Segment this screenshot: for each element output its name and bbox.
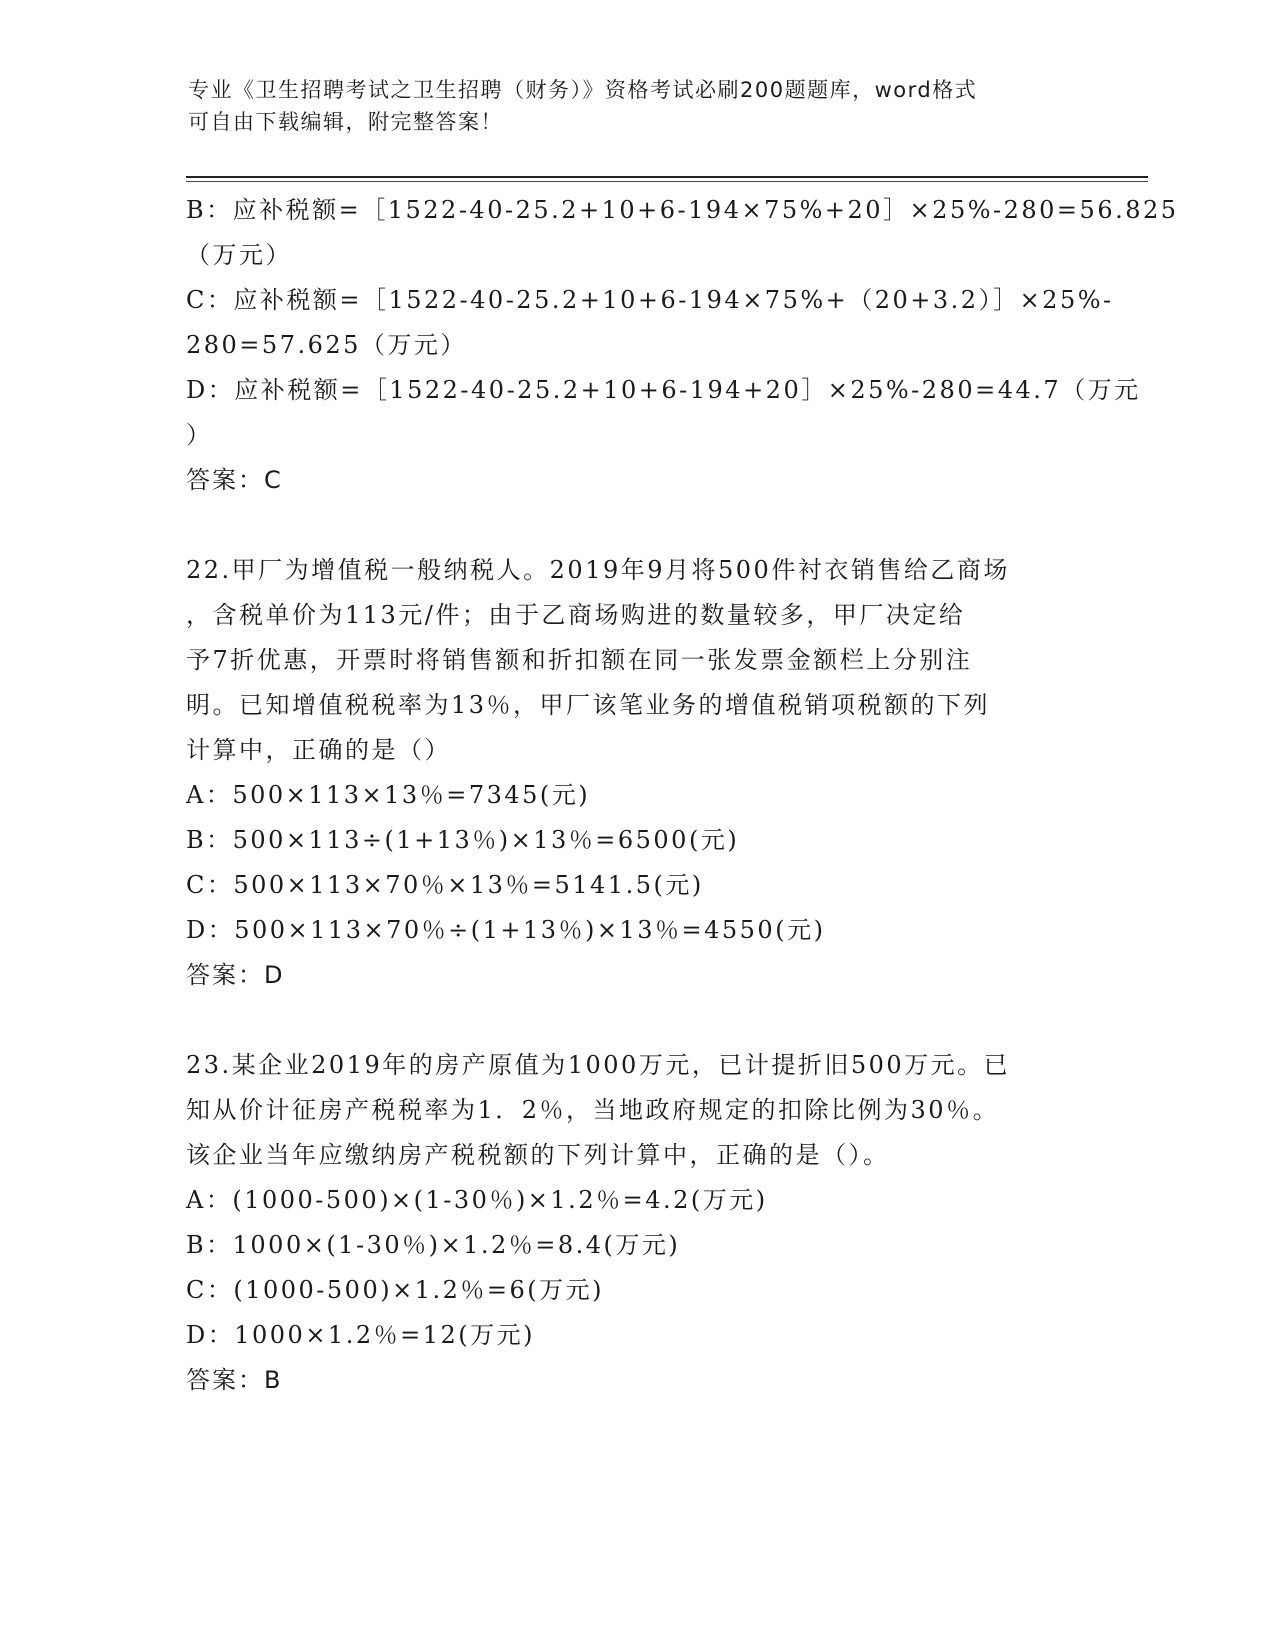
option-a: A：500×113×13％=7345(元) [186,781,591,809]
header-title-line-2: 可自由下载编辑，附完整答案！ [188,110,503,134]
header-divider-thick [186,176,1148,178]
option-line: B：应补税额=［1522-40-25.2+10+6-194×75%+20］×25%-280=56.825 [186,196,1179,224]
option-line: （万元） [186,241,292,269]
question-spacer [186,998,1086,1043]
question-spacer [186,503,1086,548]
question-stem-line: 该企业当年应缴纳房产税税额的下列计算中，正确的是（）。 [186,1141,890,1169]
question-stem-line: 计算中，正确的是（） [186,736,451,764]
question-22 [186,548,1086,998]
question-21-tail [186,188,1179,503]
answer-label: 答案：B [186,1366,283,1394]
option-line: 280=57.625（万元） [186,331,467,359]
option-d: D：500×113×70％÷(1+13％)×13％=4550(元) [186,916,826,944]
answer-label: 答案：D [186,961,285,989]
question-stem-line: 知从价计征房产税税率为1．2％，当地政府规定的扣除比例为30％。 [186,1096,1000,1124]
header-title-line-1: 专业《卫生招聘考试之卫生招聘（财务）》资格考试必刷200题题库，word格式 [188,78,978,102]
option-line: D：应补税额=［1522-40-25.2+10+6-194+20］×25%-280=44.7（万元 [186,376,1141,404]
option-b: B：1000×(1-30％)×1.2％=8.4(万元) [186,1231,681,1259]
question-content [186,188,1179,1403]
option-d: D：1000×1.2％=12(万元) [186,1321,535,1349]
header-divider-thin [186,181,1148,182]
document-header [188,74,1068,138]
option-c: C：500×113×70％×13％=5141.5(元) [186,871,704,899]
question-stem-line: 22.甲厂为增值税一般纳税人。2019年9月将500件衬衣销售给乙商场 [186,556,1010,584]
option-line: ） [186,421,213,449]
option-c: C：(1000-500)×1.2％=6(万元) [186,1276,604,1304]
question-23 [186,1043,1086,1403]
question-stem-line: 予7折优惠，开票时将销售额和折扣额在同一张发票金额栏上分别注 [186,646,973,674]
option-a: A：(1000-500)×(1-30％)×1.2％=4.2(万元) [186,1186,768,1214]
question-stem-line: 23.某企业2019年的房产原值为1000万元，已计提折旧500万元。已 [186,1051,1011,1079]
question-stem-line: 明。已知增值税税率为13％，甲厂该笔业务的增值税销项税额的下列 [186,691,991,719]
answer-label: 答案：C [186,466,283,494]
option-line: C：应补税额=［1522-40-25.2+10+6-194×75%+（20+3.2）］×25%- [186,286,1114,314]
option-b: B：500×113÷(1+13％)×13％=6500(元) [186,826,740,854]
question-stem-line: ，含税单价为113元/件；由于乙商场购进的数量较多，甲厂决定给 [186,601,966,629]
